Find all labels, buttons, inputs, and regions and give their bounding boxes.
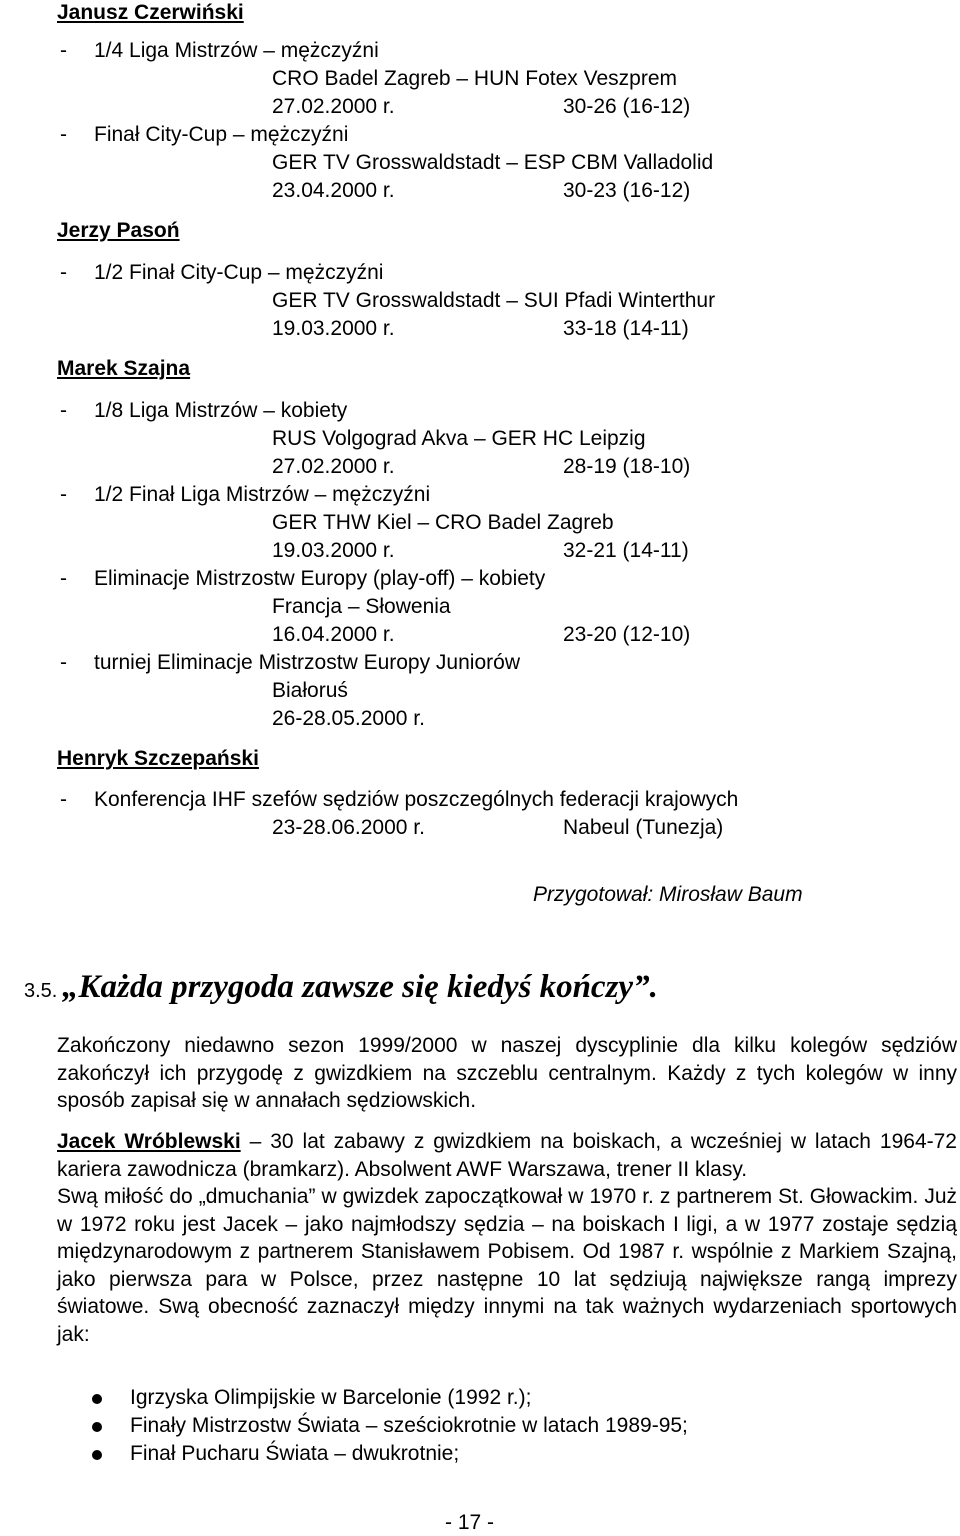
event-date: 19.03.2000 r. — [272, 317, 395, 340]
event-title: 1/2 Finał Liga Mistrzów – mężczyźni — [94, 483, 431, 506]
referee-name: Marek Szajna — [57, 357, 191, 380]
event-title: Eliminacje Mistrzostw Europy (play-off) – kobiety — [94, 567, 546, 590]
event-title: turniej Eliminacje Mistrzostw Europy Juniorów — [94, 651, 520, 674]
list-dash: - — [60, 567, 67, 590]
list-dash: - — [60, 651, 67, 674]
bio-text — [57, 1128, 957, 1183]
person-description: – 30 lat zabawy z gwizdkiem na boiskach, a wcześniej w latach 1964-72 kariera zawodnicza (bramkarz). Absolwent AWF Warszawa, trener II klasy. — [57, 1130, 957, 1181]
referee-name: Jerzy Pasoń — [57, 219, 180, 242]
event-title: Konferencja IHF szefów sędziów poszczególnych federacji krajowych — [94, 788, 739, 811]
bullet-dot — [92, 1394, 102, 1404]
event-result: 23-20 (12-10) — [563, 623, 691, 646]
event-date: 27.02.2000 r. — [272, 455, 395, 478]
event-date: 16.04.2000 r. — [272, 623, 395, 646]
intro-text: Zakończony niedawno sezon 1999/2000 w naszej dyscyplinie dla kilku kolegów sędziów zakończył ich przygodę z gwizdkiem na szczeblu centralnym. Każdy z tych kolegów w inny sposób zapisał się w annałach sędziowskich. — [57, 1034, 957, 1112]
section-title: „Każda przygoda zawsze się kiedyś kończy”. — [62, 969, 658, 1005]
story-text: Swą miłość do „dmuchania” w gwizdek zapoczątkował w 1970 r. z partnerem St. Głowackim. Już w 1972 roku jest Jacek – jako najmłodszy sędzia – na boiskach I ligi, a w 1977 zostaje sędzią międzynarodowym z partnerem Stanisławem Pobisem. Od 1987 r. wspólnie z Markiem Szajną, jako pierwsza para w Polsce, przez następne 10 lat sędziują największe rangą imprezy światowe. Swą obecność zaznaczył między innymi na tak ważnych wydarzeniach sportowych jak: — [57, 1185, 957, 1346]
bio-paragraph — [57, 1128, 957, 1348]
bullet-item: Finały Mistrzostw Świata – sześciokrotnie w latach 1989-95; — [130, 1414, 688, 1437]
event-result: 28-19 (18-10) — [563, 455, 691, 478]
list-dash: - — [60, 261, 67, 284]
list-dash: - — [60, 123, 67, 146]
referee-name: Henryk Szczepański — [57, 747, 259, 770]
event-title: 1/4 Liga Mistrzów – mężczyźni — [94, 39, 379, 62]
event-title: 1/2 Finał City-Cup – mężczyźni — [94, 261, 384, 284]
prepared-by: Przygotował: Mirosław Baum — [533, 883, 803, 906]
event-match: GER TV Grosswaldstadt – SUI Pfadi Winterthur — [272, 289, 716, 312]
event-date: 27.02.2000 r. — [272, 95, 395, 118]
event-match: CRO Badel Zagreb – HUN Fotex Veszprem — [272, 67, 677, 90]
event-match: GER THW Kiel – CRO Badel Zagreb — [272, 511, 614, 534]
event-result: 30-23 (16-12) — [563, 179, 691, 202]
event-match: GER TV Grosswaldstadt – ESP CBM Valladolid — [272, 151, 714, 174]
intro-paragraph — [57, 1032, 957, 1115]
event-date: 26-28.05.2000 r. — [272, 707, 425, 730]
page-number: - 17 - — [445, 1511, 495, 1534]
event-title: 1/8 Liga Mistrzów – kobiety — [94, 399, 348, 422]
event-title: Finał City-Cup – mężczyźni — [94, 123, 349, 146]
event-match: Francja – Słowenia — [272, 595, 451, 618]
bullet-item: Finał Pucharu Świata – dwukrotnie; — [130, 1442, 460, 1465]
event-date: 23.04.2000 r. — [272, 179, 395, 202]
event-result: 32-21 (14-11) — [563, 539, 689, 562]
referee-name: Janusz Czerwiński — [57, 1, 244, 24]
event-date: 23-28.06.2000 r. — [272, 816, 425, 839]
list-dash: - — [60, 39, 67, 62]
event-result: 30-26 (16-12) — [563, 95, 691, 118]
event-match: Białoruś — [272, 679, 348, 702]
list-dash: - — [60, 483, 67, 506]
list-dash: - — [60, 399, 67, 422]
person-name: Jacek Wróblewski — [57, 1130, 241, 1153]
event-date: 19.03.2000 r. — [272, 539, 395, 562]
bullet-dot — [92, 1422, 102, 1432]
section-number: 3.5. — [24, 980, 58, 1002]
bullet-item: Igrzyska Olimpijskie w Barcelonie (1992 r.); — [130, 1386, 532, 1409]
event-match: RUS Volgograd Akva – GER HC Leipzig — [272, 427, 646, 450]
event-result: 33-18 (14-11) — [563, 317, 689, 340]
list-dash: - — [60, 788, 67, 811]
event-location: Nabeul (Tunezja) — [563, 816, 724, 839]
bullet-dot — [92, 1450, 102, 1460]
